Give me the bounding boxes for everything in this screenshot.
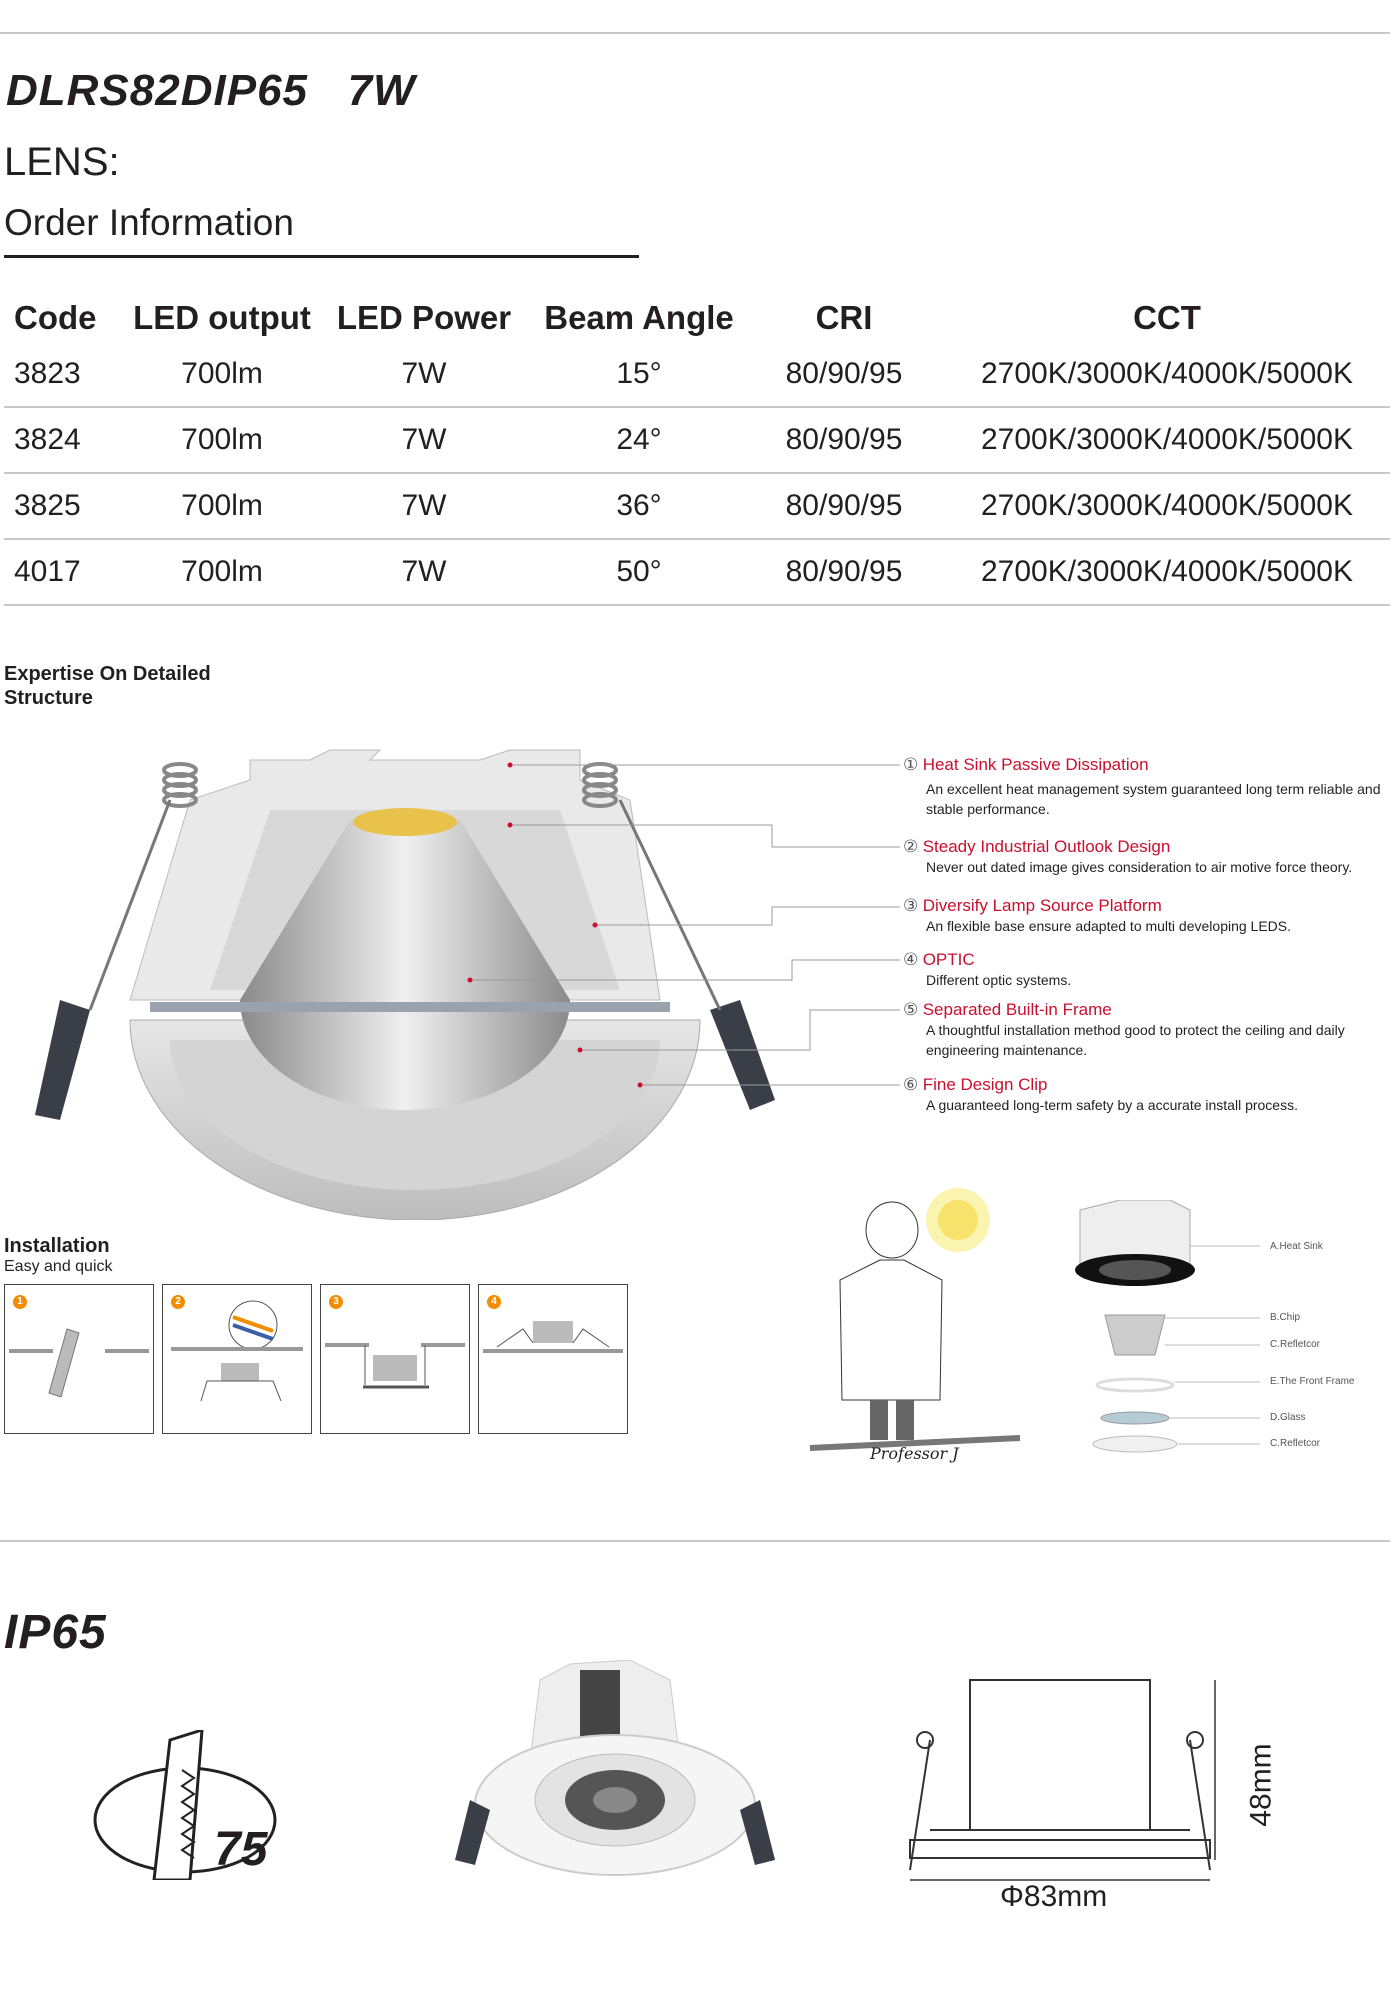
col-header-led-output: LED output (133, 299, 311, 336)
table-header-row (4, 294, 1390, 342)
col-header-beam-angle: Beam Angle (544, 299, 734, 336)
exploded-view-illustration (1060, 1200, 1260, 1460)
cell-code: 4017 (4, 539, 130, 605)
install-step-3 (320, 1284, 470, 1434)
cell-beam-angle: 24° (534, 407, 744, 473)
table-row (4, 473, 1390, 539)
model-title: DLRS82DIP65 7W (6, 66, 416, 115)
step-number: 1 (13, 1295, 27, 1309)
feature-description: Never out dated image gives consideration to air motive force theory. (926, 859, 1353, 875)
cell-led-output: 700lm (130, 473, 314, 539)
table-row (4, 539, 1390, 605)
cell-led-power: 7W (314, 407, 534, 473)
col-header-cri: CRI (815, 299, 873, 336)
part-label-heat-sink: A.Heat Sink (1270, 1241, 1323, 1252)
feature-title: OPTIC (922, 950, 975, 969)
cross-section-illustration (20, 740, 900, 1220)
feature-1 (903, 755, 1393, 819)
cell-led-output: 700lm (130, 539, 314, 605)
cell-led-output: 700lm (130, 342, 314, 407)
order-information-table (4, 294, 1390, 606)
col-header-cct: CCT (1133, 299, 1201, 336)
cell-led-power: 7W (314, 539, 534, 605)
cell-cct: 2700K/3000K/4000K/5000K (944, 407, 1390, 473)
part-label-front-frame: E.The Front Frame (1270, 1376, 1355, 1387)
table-row (4, 342, 1390, 407)
feature-number: ② (903, 837, 919, 856)
structure-heading-line1: Expertise On Detailed (4, 663, 211, 685)
cell-cct: 2700K/3000K/4000K/5000K (944, 473, 1390, 539)
part-label-reflector: C.Refletcor (1270, 1339, 1321, 1350)
cell-beam-angle: 50° (534, 539, 744, 605)
professor-caption: Professor J (870, 1444, 959, 1463)
feature-title: Fine Design Clip (922, 1075, 1048, 1094)
feature-3 (903, 896, 1393, 936)
feature-description: A guaranteed long-term safety by a accurate install process. (926, 1097, 1298, 1113)
cell-led-power: 7W (314, 342, 534, 407)
ip-rating: IP65 (4, 1606, 107, 1659)
feature-description: A thoughtful installation method good to protect the ceiling and daily engineering maintenance. (926, 1022, 1345, 1058)
part-label-reflector-2: C.Refletcor (1270, 1438, 1321, 1449)
feature-title: Steady Industrial Outlook Design (922, 837, 1171, 856)
cell-cri: 80/90/95 (744, 539, 944, 605)
cell-led-output: 700lm (130, 407, 314, 473)
feature-number: ⑤ (903, 1000, 919, 1019)
cell-code: 3823 (4, 342, 130, 407)
cell-led-power: 7W (314, 473, 534, 539)
section-divider (0, 1540, 1390, 1542)
feature-number: ⑥ (903, 1075, 919, 1094)
diameter-dimension: Φ83mm (1000, 1880, 1108, 1913)
feature-description: An flexible base ensure adapted to multi developing LEDS. (926, 918, 1292, 934)
structure-heading (4, 662, 211, 710)
installation-heading-block (4, 1234, 113, 1276)
feature-description: Different optic systems. (926, 972, 1072, 988)
structure-heading-line2: Structure (4, 687, 93, 709)
cell-cri: 80/90/95 (744, 342, 944, 407)
wiring-icon (163, 1285, 311, 1433)
feature-number: ③ (903, 896, 919, 915)
heading-underline (4, 255, 639, 258)
cell-cct: 2700K/3000K/4000K/5000K (944, 342, 1390, 407)
part-label-glass: D.Glass (1270, 1412, 1306, 1423)
install-step-2 (162, 1284, 312, 1434)
cell-cri: 80/90/95 (744, 473, 944, 539)
feature-number: ④ (903, 950, 919, 969)
feature-6 (903, 1075, 1393, 1115)
installation-subheading: Easy and quick (4, 1258, 113, 1275)
install-step-1 (4, 1284, 154, 1434)
lens-label: LENS: (4, 140, 120, 184)
installation-heading: Installation (4, 1235, 110, 1257)
cell-code: 3825 (4, 473, 130, 539)
feature-description: An excellent heat management system guaranteed long term reliable and stable performance. (926, 781, 1381, 817)
cell-code: 3824 (4, 407, 130, 473)
cell-cri: 80/90/95 (744, 407, 944, 473)
order-information-heading: Order Information (4, 202, 294, 243)
step-number: 2 (171, 1295, 185, 1309)
col-header-led-power: LED Power (336, 299, 512, 336)
install-step-4 (478, 1284, 628, 1434)
table-row (4, 407, 1390, 473)
feature-number: ① (903, 755, 919, 774)
part-label-chip: B.Chip (1270, 1312, 1301, 1323)
feature-title: Heat Sink Passive Dissipation (922, 755, 1149, 774)
step-number: 4 (487, 1295, 501, 1309)
cell-beam-angle: 36° (534, 473, 744, 539)
installed-fixture-icon (479, 1285, 627, 1433)
feature-2 (903, 837, 1393, 877)
feature-4 (903, 950, 1393, 990)
cell-cct: 2700K/3000K/4000K/5000K (944, 539, 1390, 605)
feature-title: Separated Built-in Frame (922, 1000, 1112, 1019)
feature-title: Diversify Lamp Source Platform (922, 896, 1162, 915)
step-number: 3 (329, 1295, 343, 1309)
top-divider (0, 32, 1390, 34)
insert-fixture-icon (321, 1285, 469, 1433)
feature-5 (903, 1000, 1393, 1060)
saw-cut-icon (5, 1285, 153, 1433)
cutout-value: 75 (214, 1823, 268, 1876)
cell-beam-angle: 15° (534, 342, 744, 407)
col-header-code: Code (14, 299, 97, 336)
product-photo (450, 1660, 780, 1890)
professor-illustration (800, 1170, 1040, 1480)
height-dimension: 48mm (1244, 1743, 1278, 1827)
